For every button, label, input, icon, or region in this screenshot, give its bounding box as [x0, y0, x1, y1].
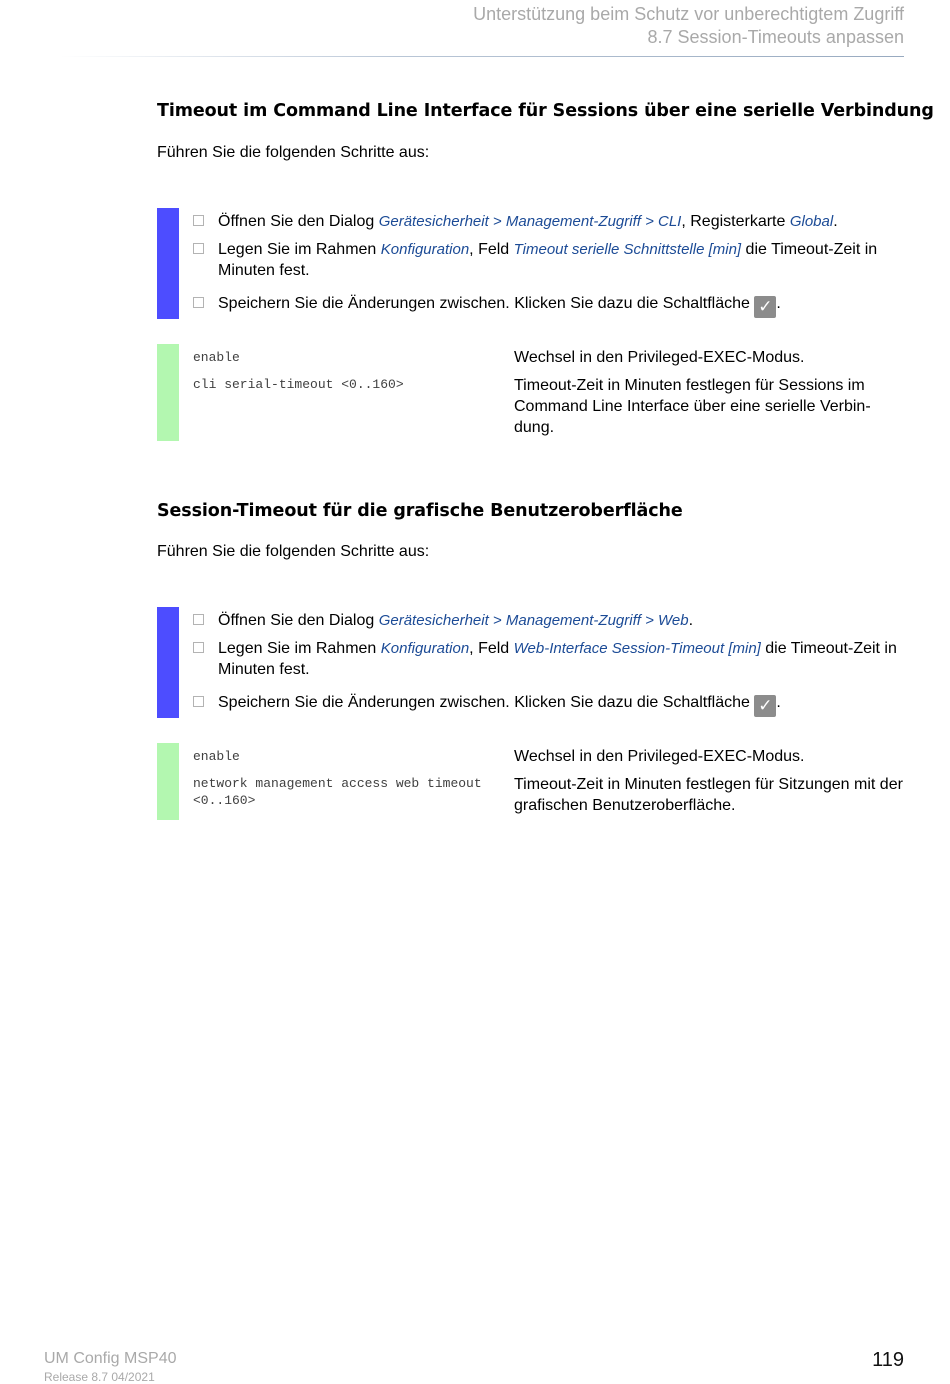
- footer-document-name: UM Config MSP40: [44, 1350, 177, 1367]
- section1-step-3: Speichern Sie die Änderungen zwischen. Klicken Sie dazu die Schaltfläche ✓ .: [193, 293, 905, 318]
- checkmark-save-icon: ✓: [754, 695, 776, 717]
- section1-cli-description-2: Timeout-Zeit in Minuten festlegen für Sessions im Command Line Interface über eine serielle Verbin-dung.: [514, 377, 871, 436]
- page-number: 119: [872, 1349, 904, 1371]
- section1-step-2: Legen Sie im Rahmen Konfiguration, Feld Timeout serielle Schnittstelle [min] die Timeout-Zeit in Minuten fest.: [193, 239, 905, 281]
- section1-cli-command-1: enable: [193, 350, 240, 365]
- footer-release: Release 8.7 04/2021: [44, 1370, 155, 1384]
- section2-cli-description-2: Timeout-Zeit in Minuten festlegen für Sitzungen mit der grafischen Benutzeroberfläche.: [514, 776, 903, 814]
- field-name: Timeout serielle Schnittstelle [min]: [513, 241, 742, 258]
- header-chapter: Unterstützung beim Schutz vor unberechtigtem Zugriff: [473, 4, 904, 24]
- section2-intro: Führen Sie die folgenden Schritte aus:: [157, 543, 430, 560]
- field-name: Web-Interface Session-Timeout [min]: [513, 640, 761, 657]
- section1-intro: Führen Sie die folgenden Schritte aus:: [157, 144, 430, 161]
- dialog-path-link: Gerätesicherheit > Management-Zugriff > CLI: [378, 213, 682, 230]
- section1-title: Timeout im Command Line Interface für Sessions über eine serielle Verbindung: [157, 101, 934, 121]
- section2-step-1: Öffnen Sie den Dialog Gerätesicherheit > Management-Zugriff > Web.: [193, 610, 905, 631]
- frame-name: Konfiguration: [380, 640, 470, 657]
- checkbox-icon: [193, 642, 204, 653]
- section2-steps-bar: [157, 607, 179, 718]
- section2-title: Session-Timeout für die grafische Benutzeroberfläche: [157, 501, 683, 521]
- checkbox-icon: [193, 614, 204, 625]
- section2-cli-description-1: Wechsel in den Privileged-EXEC-Modus.: [514, 748, 805, 765]
- tab-name: Global: [789, 213, 834, 230]
- section1-step-1: Öffnen Sie den Dialog Gerätesicherheit > Management-Zugriff > CLI, Registerkarte Global.: [193, 211, 905, 232]
- checkbox-icon: [193, 215, 204, 226]
- checkbox-icon: [193, 696, 204, 707]
- checkbox-icon: [193, 243, 204, 254]
- header-rule: [60, 56, 904, 57]
- section2-cli-command-2: network management access web timeout <0..160>: [193, 776, 482, 808]
- section2-step-3: Speichern Sie die Änderungen zwischen. Klicken Sie dazu die Schaltfläche ✓ .: [193, 692, 905, 717]
- section1-cli-description-1: Wechsel in den Privileged-EXEC-Modus.: [514, 349, 805, 366]
- section2-cli-bar: [157, 743, 179, 820]
- checkmark-save-icon: ✓: [754, 296, 776, 318]
- section2-cli-command-1: enable: [193, 749, 240, 764]
- section2-step-2: Legen Sie im Rahmen Konfiguration, Feld Web-Interface Session-Timeout [min] die Timeout-Zeit in Minuten fest.: [193, 638, 905, 680]
- frame-name: Konfiguration: [380, 241, 470, 258]
- running-header: [473, 3, 904, 49]
- checkbox-icon: [193, 297, 204, 308]
- section1-cli-bar: [157, 344, 179, 441]
- dialog-path-link: Gerätesicherheit > Management-Zugriff > Web: [378, 612, 689, 629]
- header-section: 8.7 Session-Timeouts anpassen: [647, 27, 904, 47]
- section1-steps-bar: [157, 208, 179, 319]
- section1-cli-command-2: cli serial-timeout <0..160>: [193, 377, 404, 392]
